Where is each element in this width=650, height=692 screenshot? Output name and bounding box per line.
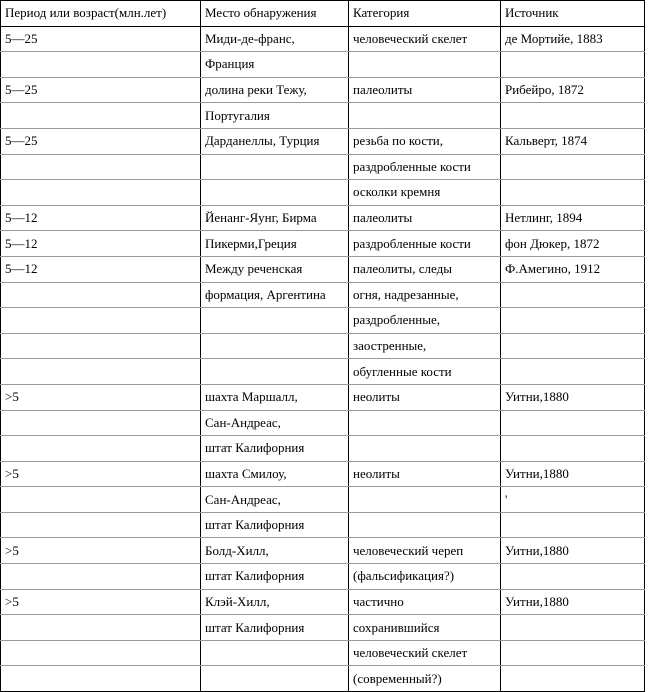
table-row	[1, 538, 645, 564]
cell-period	[1, 436, 201, 462]
cell-source	[501, 359, 645, 385]
cell-source	[501, 512, 645, 538]
cell-source: Кальверт, 1874	[501, 128, 645, 154]
cell-category	[349, 52, 501, 78]
cell-source	[501, 154, 645, 180]
table-row	[1, 384, 645, 410]
table-row	[1, 52, 645, 78]
column-header-source: Источник	[501, 1, 645, 27]
cell-source	[501, 308, 645, 334]
cell-place	[201, 154, 349, 180]
cell-source: фон Дюкер, 1872	[501, 231, 645, 257]
cell-source: Рибейро, 1872	[501, 77, 645, 103]
cell-period: >5	[1, 384, 201, 410]
cell-category: обугленные кости	[349, 359, 501, 385]
cell-category: неолиты	[349, 461, 501, 487]
table-row	[1, 461, 645, 487]
table-row	[1, 487, 645, 513]
cell-source: Уитни,1880	[501, 538, 645, 564]
cell-place	[201, 359, 349, 385]
cell-period	[1, 308, 201, 334]
cell-category: палеолиты	[349, 205, 501, 231]
cell-source	[501, 333, 645, 359]
cell-place: Клэй-Хилл,	[201, 589, 349, 615]
cell-place: штат Калифорния	[201, 512, 349, 538]
cell-category	[349, 512, 501, 538]
cell-period	[1, 564, 201, 590]
cell-category: палеолиты, следы	[349, 256, 501, 282]
table-row	[1, 333, 645, 359]
column-header-category: Категория	[349, 1, 501, 27]
cell-period: >5	[1, 461, 201, 487]
cell-category: раздробленные кости	[349, 154, 501, 180]
cell-place: Сан-Андреас,	[201, 487, 349, 513]
cell-period	[1, 615, 201, 641]
cell-place: штат Калифорния	[201, 615, 349, 641]
cell-category: частично	[349, 589, 501, 615]
cell-category	[349, 410, 501, 436]
table-row	[1, 205, 645, 231]
cell-source	[501, 410, 645, 436]
cell-category	[349, 436, 501, 462]
table-header	[1, 1, 645, 27]
cell-category	[349, 103, 501, 129]
cell-period	[1, 410, 201, 436]
table-row	[1, 180, 645, 206]
table-row	[1, 640, 645, 666]
cell-category: человеческий череп	[349, 538, 501, 564]
table-row	[1, 666, 645, 692]
cell-period	[1, 512, 201, 538]
cell-period: >5	[1, 589, 201, 615]
cell-category: огня, надрезанные,	[349, 282, 501, 308]
table-row	[1, 282, 645, 308]
column-header-period: Период или возраст(млн.лет)	[1, 1, 201, 27]
cell-source	[501, 52, 645, 78]
cell-period	[1, 359, 201, 385]
cell-place	[201, 180, 349, 206]
cell-source: Нетлинг, 1894	[501, 205, 645, 231]
cell-category: неолиты	[349, 384, 501, 410]
cell-period	[1, 180, 201, 206]
cell-place: Между реченская	[201, 256, 349, 282]
cell-period: 5—12	[1, 231, 201, 257]
table-row	[1, 615, 645, 641]
cell-period: 5—25	[1, 77, 201, 103]
cell-place: Йенанг-Яунг, Бирма	[201, 205, 349, 231]
cell-category: (современный?)	[349, 666, 501, 692]
cell-category	[349, 487, 501, 513]
cell-period	[1, 282, 201, 308]
cell-period: 5—12	[1, 256, 201, 282]
table-row	[1, 231, 645, 257]
cell-period	[1, 487, 201, 513]
cell-source	[501, 180, 645, 206]
cell-place: Миди-де-франс,	[201, 26, 349, 52]
cell-period: 5—12	[1, 205, 201, 231]
table-row	[1, 77, 645, 103]
cell-category: резьба по кости,	[349, 128, 501, 154]
cell-place: штат Калифорния	[201, 436, 349, 462]
cell-place: Франция	[201, 52, 349, 78]
cell-source: Уитни,1880	[501, 461, 645, 487]
table-body	[1, 26, 645, 691]
cell-place: Португалия	[201, 103, 349, 129]
cell-source: '	[501, 487, 645, 513]
cell-source: Уитни,1880	[501, 589, 645, 615]
table-row	[1, 410, 645, 436]
cell-source	[501, 564, 645, 590]
cell-source	[501, 103, 645, 129]
cell-category: сохранившийся	[349, 615, 501, 641]
cell-category: (фальсификация?)	[349, 564, 501, 590]
cell-source	[501, 640, 645, 666]
table-row	[1, 308, 645, 334]
cell-period	[1, 103, 201, 129]
cell-period	[1, 154, 201, 180]
cell-period	[1, 640, 201, 666]
column-header-place: Место обнаружения	[201, 1, 349, 27]
cell-place	[201, 666, 349, 692]
cell-place: Сан-Андреас,	[201, 410, 349, 436]
cell-place: формация, Аргентина	[201, 282, 349, 308]
cell-source: Ф.Амегино, 1912	[501, 256, 645, 282]
cell-place: Болд-Хилл,	[201, 538, 349, 564]
table-header-row	[1, 1, 645, 27]
cell-period	[1, 52, 201, 78]
cell-place: шахта Маршалл,	[201, 384, 349, 410]
table-row	[1, 26, 645, 52]
cell-period: >5	[1, 538, 201, 564]
cell-category: осколки кремня	[349, 180, 501, 206]
cell-period	[1, 666, 201, 692]
cell-place	[201, 308, 349, 334]
cell-category: раздробленные кости	[349, 231, 501, 257]
cell-source	[501, 436, 645, 462]
cell-place: штат Калифорния	[201, 564, 349, 590]
cell-category: раздробленные,	[349, 308, 501, 334]
cell-place: долина реки Тежу,	[201, 77, 349, 103]
cell-source	[501, 615, 645, 641]
cell-place	[201, 333, 349, 359]
cell-category: палеолиты	[349, 77, 501, 103]
cell-period: 5—25	[1, 26, 201, 52]
cell-period: 5—25	[1, 128, 201, 154]
cell-place: Пикерми,Греция	[201, 231, 349, 257]
cell-category: заостренные,	[349, 333, 501, 359]
table-row	[1, 589, 645, 615]
cell-source: Уитни,1880	[501, 384, 645, 410]
table-row	[1, 103, 645, 129]
table-row	[1, 256, 645, 282]
cell-source	[501, 666, 645, 692]
table-row	[1, 154, 645, 180]
cell-category: человеческий скелет	[349, 640, 501, 666]
table-row	[1, 564, 645, 590]
cell-source: де Мортийе, 1883	[501, 26, 645, 52]
table-row	[1, 436, 645, 462]
cell-category: человеческий скелет	[349, 26, 501, 52]
table-row	[1, 359, 645, 385]
cell-place: Дарданеллы, Турция	[201, 128, 349, 154]
cell-source	[501, 282, 645, 308]
cell-period	[1, 333, 201, 359]
cell-place	[201, 640, 349, 666]
cell-place: шахта Смилоу,	[201, 461, 349, 487]
table-row	[1, 128, 645, 154]
table-row	[1, 512, 645, 538]
